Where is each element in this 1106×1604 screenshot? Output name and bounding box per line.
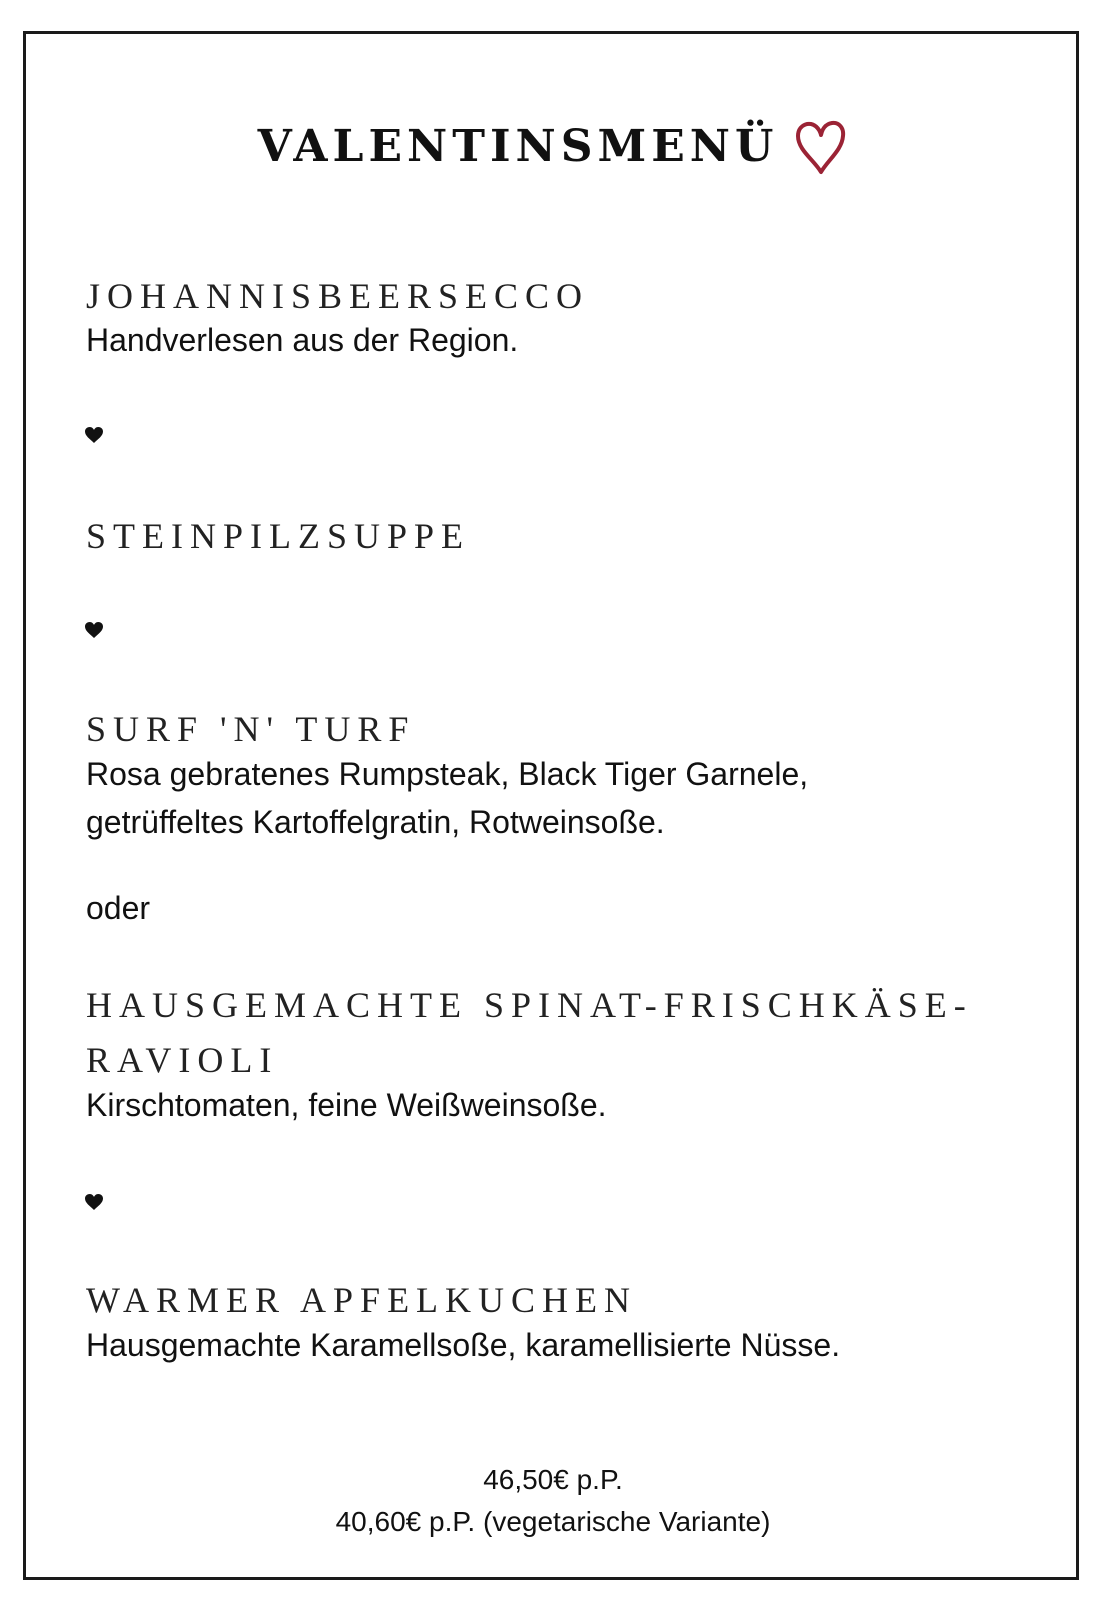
title-row: [0, 118, 1106, 176]
heart-icon: [84, 1193, 104, 1211]
item-description-ravioli: Kirschtomaten, feine Weißweinsoße.: [86, 1087, 607, 1123]
item-heading-warmer-apfelkuchen: WARMER APFELKUCHEN: [86, 1280, 638, 1320]
item-description-surf-n-turf-line1: Rosa gebratenes Rumpsteak, Black Tiger Garnele,: [86, 756, 809, 792]
heart-icon: [84, 621, 104, 639]
item-description-johannisbeersecco: Handverlesen aus der Region.: [86, 322, 519, 358]
item-heading-surf-n-turf: SURF 'N' TURF: [86, 709, 416, 749]
item-description-warmer-apfelkuchen: Hausgemachte Karamellsoße, karamellisierte Nüsse.: [86, 1327, 841, 1363]
item-description-surf-n-turf-line2: getrüffeltes Kartoffelgratin, Rotweinsoße.: [86, 804, 665, 840]
item-heading-ravioli-line2: RAVIOLI: [86, 1040, 279, 1080]
connector-oder: oder: [86, 890, 151, 926]
heart-outline-icon: [794, 120, 848, 176]
heart-icon: [84, 426, 104, 444]
menu-title: VALENTINSMENÜ: [257, 121, 779, 172]
price-regular: 46,50€ p.P.: [483, 1464, 623, 1495]
item-heading-ravioli-line1: HAUSGEMACHTE SPINAT-FRISCHKÄSE-: [86, 985, 973, 1025]
price-vegetarian: 40,60€ p.P. (vegetarische Variante): [335, 1506, 771, 1537]
item-heading-steinpilzsuppe: STEINPILZSUPPE: [86, 516, 471, 556]
item-heading-johannisbeersecco: JOHANNISBEERSECCO: [86, 276, 590, 316]
